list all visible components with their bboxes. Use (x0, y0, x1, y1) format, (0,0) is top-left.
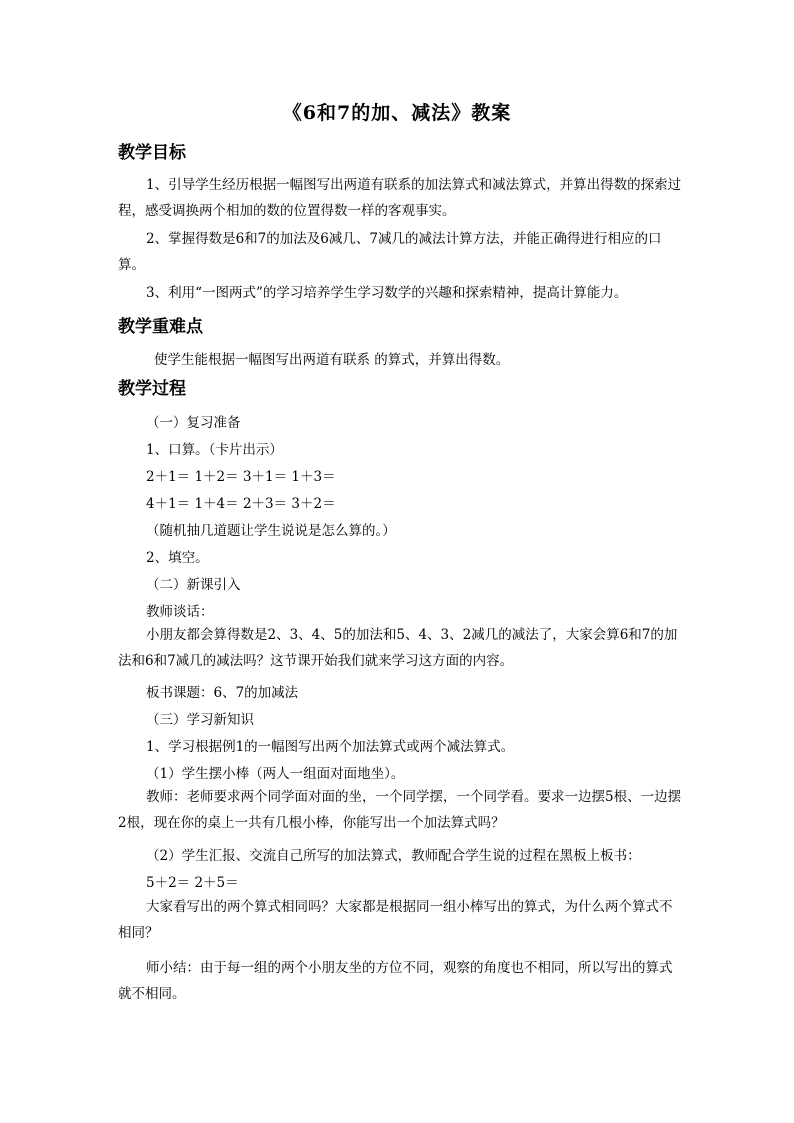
review-heading: （一）复习准备 (146, 415, 241, 431)
talk-text: 小朋友都会算得数是2、3、4、5的加法和5、4、3、2减几的减法了，大家会算6和7的加法和6和7减几的减法吗？这节课开始我们就来学习这方面的内容。 (118, 627, 678, 669)
question-text: 大家看写出的两个算式相同吗？大家都是根据同一组小棒写出的算式，为什么两个算式不相同？ (118, 899, 673, 941)
report-step: （2）学生汇报、交流自己所写的加法算式，教师配合学生说的过程在黑板上板书： (146, 848, 641, 864)
learn-step-1: 1、学习根据例1的一幅图写出两个加法算式或两个减法算式。 (146, 739, 515, 755)
goal-2: 2、掌握得数是6和7的加法及6减几、7减几的减法计算方法，并能正确得进行相应的口算。 (118, 231, 662, 273)
goal-3: 3、利用“一图两式”的学习培养学生学习数学的兴趣和探索精神，提高计算能力。 (146, 285, 628, 301)
heading-process: 教学过程 (118, 379, 186, 399)
teacher-talk-label: 教师谈话： (146, 604, 214, 620)
goal-1: 1、引导学生经历根据一幅图写出两道有联系的加法算式和减法算式，并算出得数的探索过程，感受调换两个相加的数的位置得数一样的客观事实。 (118, 177, 682, 219)
oral-calc: 1、口算。（卡片出示） (146, 442, 283, 458)
heading-goals: 教学目标 (118, 143, 186, 163)
new-knowledge-heading: （三）学习新知识 (146, 712, 254, 728)
random-note: （随机抽几道题让学生说说是怎么算的。） (146, 523, 396, 539)
calc-row-1: 2＋1＝ 1＋2＝ 3＋1＝ 1＋3＝ (146, 469, 336, 485)
calc-row-2: 4＋1＝ 1＋4＝ 2＋3＝ 3＋2＝ (146, 496, 336, 512)
heading-keypoints: 教学重难点 (118, 317, 203, 337)
sticks-step: （1）学生摆小棒（两人一组面对面地坐）。 (146, 766, 405, 782)
keypoints-text: 使学生能根据一幅图写出两道有联系 的算式，并算出得数。 (154, 352, 510, 368)
intro-heading: （二）新课引入 (146, 577, 241, 593)
fill-blank: 2、填空。 (146, 550, 209, 566)
equations: 5＋2＝ 2＋5＝ (146, 875, 239, 891)
board-title: 板书课题：6、7的加减法 (146, 685, 299, 701)
summary-text: 师小结：由于每一组的两个小朋友坐的方位不同，观察的角度也不相同，所以写出的算式就不相同。 (118, 960, 673, 1002)
document-title: 《6和7的加、减法》教案 (282, 102, 512, 124)
teacher-instruction: 教师：老师要求两个同学面对面的坐，一个同学摆，一个同学看。要求一边摆5根、一边摆2根，现在你的桌上一共有几根小棒，你能写出一个加法算式吗？ (118, 789, 682, 831)
